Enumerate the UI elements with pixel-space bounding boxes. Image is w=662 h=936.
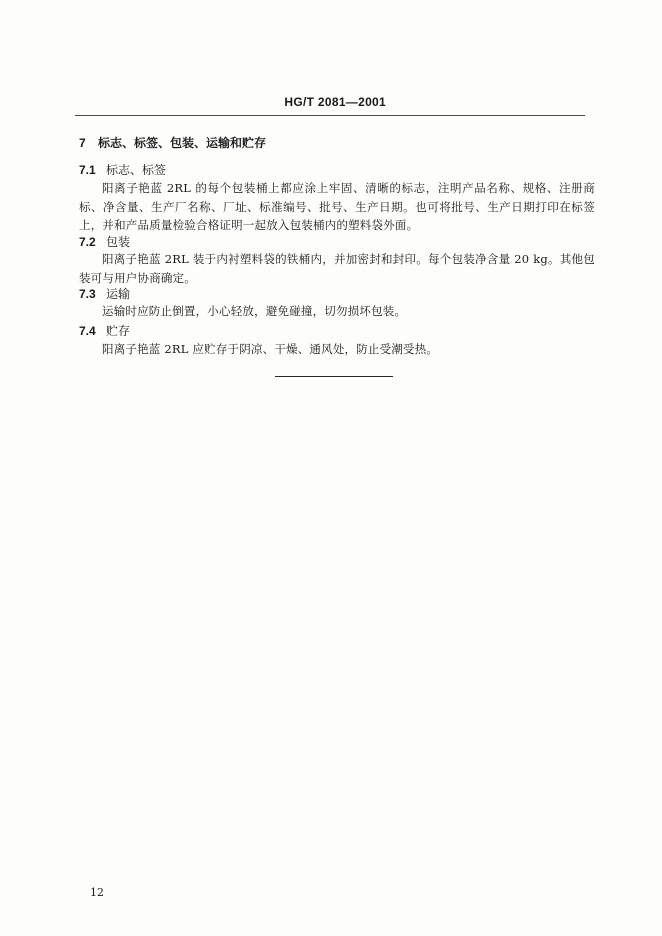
section-heading bbox=[79, 134, 266, 151]
end-of-document-rule bbox=[275, 376, 393, 377]
subsection-heading-packaging bbox=[79, 233, 130, 250]
subsection-title: 标志、标签 bbox=[106, 163, 167, 177]
subsection-text-transport bbox=[79, 302, 595, 321]
paragraph: 阳离子艳蓝 2RL 应贮存于阴凉、干燥、通风处，防止受潮受热。 bbox=[102, 342, 439, 356]
subsection-heading-storage bbox=[79, 322, 130, 339]
subsection-title: 运输 bbox=[106, 287, 131, 301]
paragraph: 阳离子艳蓝 2RL 装于内衬塑料袋的铁桶内，并加密封和封印。每个包装净含量 20 kg。其他包装可与用户协商确定。 bbox=[79, 252, 595, 285]
standard-code: HG/T 2081—2001 bbox=[284, 95, 386, 109]
subsection-heading-transport bbox=[79, 285, 130, 302]
section-number: 7 bbox=[79, 136, 86, 150]
subsection-number: 7.2 bbox=[79, 235, 96, 249]
subsection-text-packaging bbox=[79, 250, 595, 287]
header-rule bbox=[75, 115, 585, 116]
page-number: 12 bbox=[90, 886, 104, 899]
subsection-text-marking bbox=[79, 179, 595, 235]
subsection-number: 7.1 bbox=[79, 163, 96, 177]
subsection-heading-marking bbox=[79, 161, 166, 178]
subsection-title: 包装 bbox=[106, 235, 131, 249]
subsection-number: 7.4 bbox=[79, 324, 96, 338]
paragraph: 运输时应防止倒置，小心轻放，避免碰撞，切勿损坏包装。 bbox=[102, 304, 407, 318]
subsection-text-storage bbox=[79, 340, 595, 359]
paragraph: 阳离子艳蓝 2RL 的每个包装桶上都应涂上牢固、清晰的标志，注明产品名称、规格、注册商标、净含量、生产厂名称、厂址、标准编号、批号、生产日期。也可将批号、生产日期打印在标签上，并和产品质量检验合格证明一起放入包装桶内的塑料袋外面。 bbox=[79, 181, 595, 232]
section-title: 标志、标签、包装、运输和贮存 bbox=[98, 136, 267, 150]
subsection-title: 贮存 bbox=[106, 324, 131, 338]
subsection-number: 7.3 bbox=[79, 287, 96, 301]
